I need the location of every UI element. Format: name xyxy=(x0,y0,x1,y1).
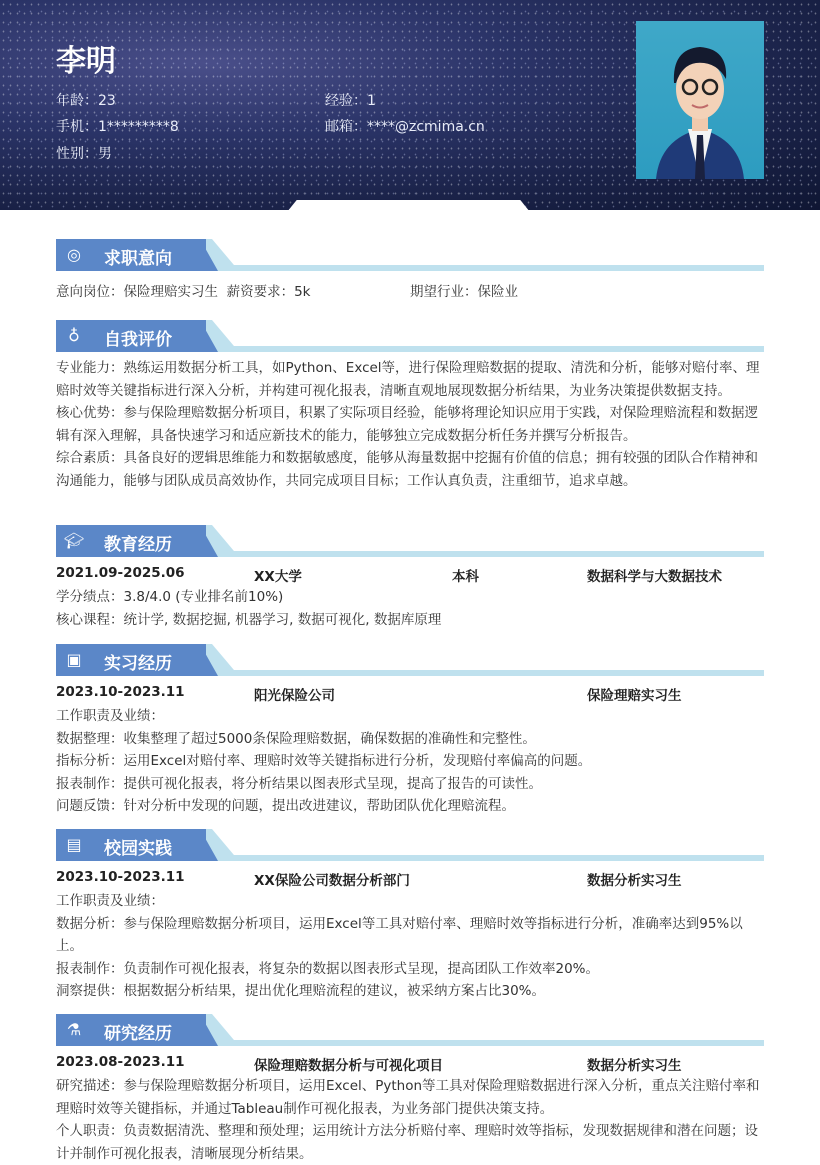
section-title: 研究经历 xyxy=(104,1024,172,1044)
role: 保险理赔实习生 xyxy=(587,688,682,704)
email: 邮箱：****@zcmima.cn xyxy=(325,119,485,135)
paragraph: 研究描述：参与保险理赔数据分析项目，运用Excel、Python等工具对保险理赔数据进行深入分析，重点关注赔付率和理赔时效等关键指标，并通过Tableau制作可视化报表，为业务部门提供决策支持。 xyxy=(56,1078,760,1117)
experience: 经验：1 xyxy=(325,93,376,109)
paragraph: 个人职责：负责数据清洗、整理和预处理；运用统计方法分析赔付率、理赔时效等指标，发现数据规律和潜在问题；设计并制作可视化报表，清晰展现分析结果。 xyxy=(56,1123,758,1162)
research-body xyxy=(56,1075,766,1165)
section-header-research xyxy=(56,1014,764,1046)
major: 数据科学与大数据技术 xyxy=(587,569,722,585)
header-notch xyxy=(287,200,530,210)
profile-photo xyxy=(636,21,764,179)
section-title: 教育经历 xyxy=(104,535,172,555)
section-header-self-evaluation xyxy=(56,320,764,352)
paragraph: 洞察提供：根据数据分析结果，提出优化理赔流程的建议，被采纳方案占比30%。 xyxy=(56,983,546,999)
organization: 阳光保险公司 xyxy=(254,688,335,704)
paragraph: 核心课程：统计学, 数据挖掘, 机器学习, 数据可视化, 数据库原理 xyxy=(56,611,442,628)
paragraph: 指标分析：运用Excel对赔付率、理赔时效等关键指标进行分析，发现赔付率偏高的问题。 xyxy=(56,753,592,769)
award-icon: ♁ xyxy=(68,326,80,345)
gender: 性别：男 xyxy=(56,146,112,162)
paragraph: 专业能力：熟练运用数据分析工具，如Python、Excel等，进行保险理赔数据的提取、清洗和分析，能够对赔付率、理赔时效等关键指标进行深入分析，并构建可视化报表，清晰直观地展现数据分析结果，为业务决策提供数据支持。 xyxy=(56,360,760,399)
paragraph: 工作职责及业绩： xyxy=(56,893,164,909)
project: 保险理赔数据分析与可视化项目 xyxy=(254,1058,443,1074)
campus-body xyxy=(56,890,766,1003)
paragraph: 数据整理：收集整理了超过5000条保险理赔数据，确保数据的准确性和完整性。 xyxy=(56,730,536,747)
header-banner xyxy=(0,0,820,210)
self-evaluation-body xyxy=(56,357,766,492)
education-body xyxy=(56,586,766,631)
section-title: 自我评价 xyxy=(104,330,172,350)
salary: 薪资要求：5k xyxy=(226,284,311,300)
phone: 手机：1*********8 xyxy=(56,119,179,135)
section-header-campus xyxy=(56,829,764,861)
role: 数据分析实习生 xyxy=(587,873,682,889)
industry: 期望行业：保险业 xyxy=(410,284,518,300)
degree: 本科 xyxy=(452,569,479,585)
section-title: 校园实践 xyxy=(104,839,172,859)
section-title: 实习经历 xyxy=(104,654,172,674)
date: 2023.10-2023.11 xyxy=(56,684,185,700)
paragraph: 报表制作：提供可视化报表，将分析结果以图表形式呈现，提高了报告的可读性。 xyxy=(56,775,542,792)
role: 数据分析实习生 xyxy=(587,1058,682,1074)
organization: XX保险公司数据分析部门 xyxy=(254,873,410,889)
paragraph: 工作职责及业绩： xyxy=(56,708,164,724)
section-header-education xyxy=(56,525,764,557)
section-header-intent xyxy=(56,239,764,271)
paragraph: 问题反馈：针对分析中发现的问题，提出改进建议，帮助团队优化理赔流程。 xyxy=(56,798,515,814)
desired-position: 意向岗位：保险理赔实习生 xyxy=(56,284,218,300)
paragraph: 核心优势：参与保险理赔数据分析项目，积累了实际项目经验，能够将理论知识应用于实践，对保险理赔流程和数据逻辑有深入理解，具备快速学习和适应新技术的能力，能够独立完成数据分析任务并撰写分析报告。 xyxy=(56,405,758,444)
flask-icon: ⚗ xyxy=(66,1020,82,1039)
paragraph: 学分绩点：3.8/4.0 (专业排名前10%) xyxy=(56,589,284,605)
target-icon: ◎ xyxy=(67,245,81,264)
internship-body xyxy=(56,705,766,818)
date: 2023.08-2023.11 xyxy=(56,1054,185,1070)
section-title: 求职意向 xyxy=(104,249,172,269)
age: 年龄：23 xyxy=(56,93,116,109)
candidate-name: 李明 xyxy=(56,44,116,79)
paragraph: 数据分析：参与保险理赔数据分析项目，运用Excel等工具对赔付率、理赔时效等指标进行分析，准确率达到95%以上。 xyxy=(56,915,743,954)
building-icon: ▤ xyxy=(66,835,82,854)
section-header-internship xyxy=(56,644,764,676)
paragraph: 综合素质：具备良好的逻辑思维能力和数据敏感度，能够从海量数据中挖掘有价值的信息；拥有较强的团队合作精神和沟通能力，能够与团队成员高效协作，共同完成项目目标；工作认真负责，注重细节，追求卓越。 xyxy=(56,450,758,489)
briefcase-icon: ▣ xyxy=(66,650,82,669)
school: XX大学 xyxy=(254,569,302,585)
date: 2023.10-2023.11 xyxy=(56,869,185,885)
date: 2021.09-2025.06 xyxy=(56,565,185,581)
intent-row xyxy=(56,281,766,304)
graduation-cap-icon: 🎓︎ xyxy=(64,531,85,550)
paragraph: 报表制作：负责制作可视化报表，将复杂的数据以图表形式呈现，提高团队工作效率20%。 xyxy=(56,960,600,977)
